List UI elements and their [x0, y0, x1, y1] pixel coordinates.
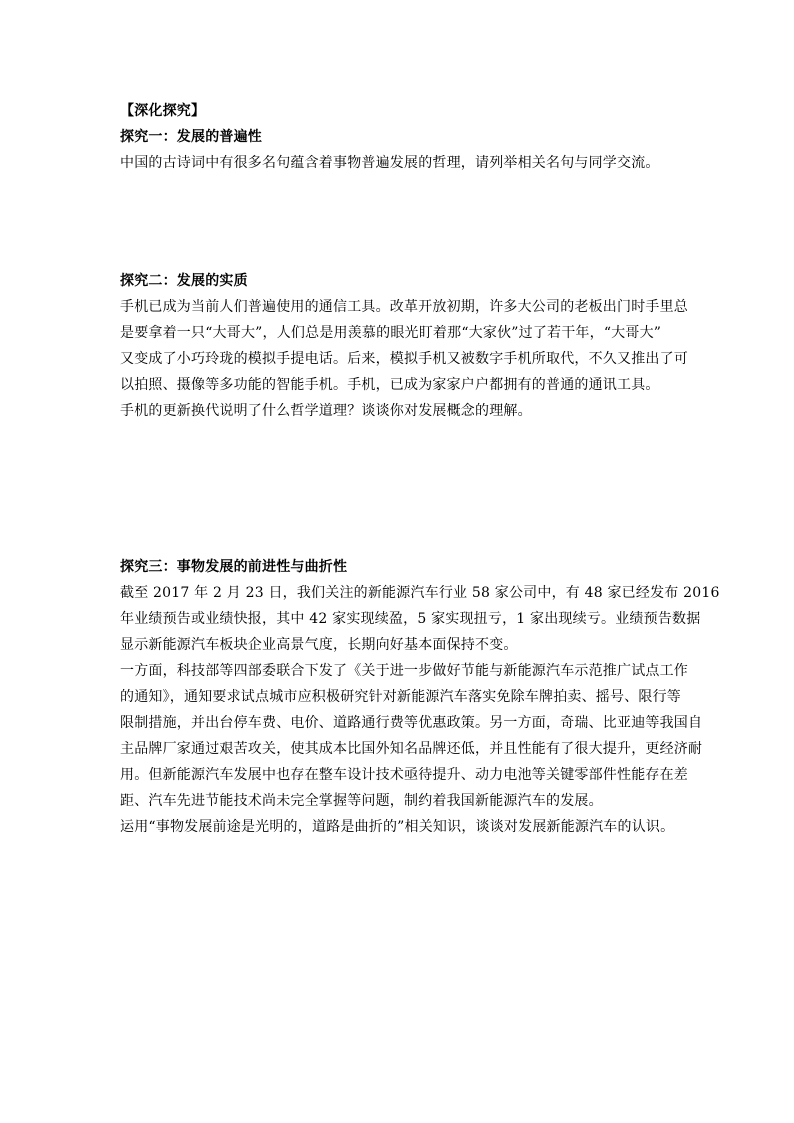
inquiry3-paragraph2-line: 距、汽车先进节能技术尚未完全掌握等问题，制约着我国新能源汽车的发展。	[120, 793, 603, 809]
inquiry3-paragraph2-line: 主品牌厂家通过艰苦攻关，使其成本比国外知名品牌还低，并且性能有了很大提升，更经济耐	[120, 741, 703, 757]
section-heading: 【深化探究】	[120, 103, 206, 119]
document-page	[120, 98, 720, 840]
inquiry2-question: 手机的更新换代说明了什么哲学道理？谈谈你对发展概念的理解。	[120, 403, 532, 419]
inquiry3-question: 运用“事物发展前途是光明的，道路是曲折的”相关知识，谈谈对发展新能源汽车的认识。	[120, 819, 675, 835]
inquiry2-title: 探究二：发展的实质	[120, 273, 248, 289]
answer-space	[120, 176, 678, 268]
inquiry3-paragraph1-line: 年业绩预告或业绩快报，其中 42 家实现续盈，5 家实现扭亏，1 家出现续亏。业绩预告数据	[120, 611, 701, 627]
inquiry3-paragraph2-line: 用。但新能源汽车发展中也存在整车设计技术亟待提升、动力电池等关键零部件性能存在差	[120, 767, 688, 783]
inquiry2-paragraph-line: 又变成了小巧玲珑的模拟手提电话。后来，模拟手机又被数字手机所取代，不久又推出了可	[120, 351, 688, 367]
inquiry3-title: 探究三：事物发展的前进性与曲折性	[120, 559, 348, 575]
inquiry3-paragraph2-line: 一方面，科技部等四部委联合下发了《关于进一步做好节能与新能源汽车示范推广试点工作	[120, 663, 688, 679]
inquiry3-paragraph2-line: 限制措施，并出台停车费、电价、道路通行费等优惠政策。另一方面，奇瑞、比亚迪等我国自	[120, 715, 703, 731]
inquiry3-paragraph1-line: 截至 2017 年 2 月 23 日，我们关注的新能源汽车行业 58 家公司中，有 48 家已经发布 2016	[120, 585, 720, 601]
inquiry2-paragraph-line: 以拍照、摄像等多功能的智能手机。手机，已成为家家户户都拥有的普通的通讯工具。	[120, 377, 660, 393]
inquiry1-text: 中国的古诗词中有很多名句蕴含着事物普遍发展的哲理，请列举相关名句与同学交流。	[120, 155, 660, 171]
inquiry1-title: 探究一：发展的普遍性	[120, 129, 262, 145]
inquiry2-paragraph-line: 手机已成为当前人们普遍使用的通信工具。改革开放初期，许多大公司的老板出门时手里总	[120, 299, 688, 315]
inquiry3-paragraph2-line: 的通知》，通知要求试点城市应积极研究针对新能源汽车落实免除车牌拍卖、摇号、限行等	[120, 689, 681, 705]
inquiry3-paragraph1-line: 显示新能源汽车板块企业高景气度，长期向好基本面保持不变。	[120, 637, 518, 653]
inquiry2-paragraph-line: 是要拿着一只“大哥大”，人们总是用羡慕的眼光盯着那“大家伙”过了若干年，“大哥大”	[120, 325, 662, 341]
answer-space	[120, 424, 678, 554]
